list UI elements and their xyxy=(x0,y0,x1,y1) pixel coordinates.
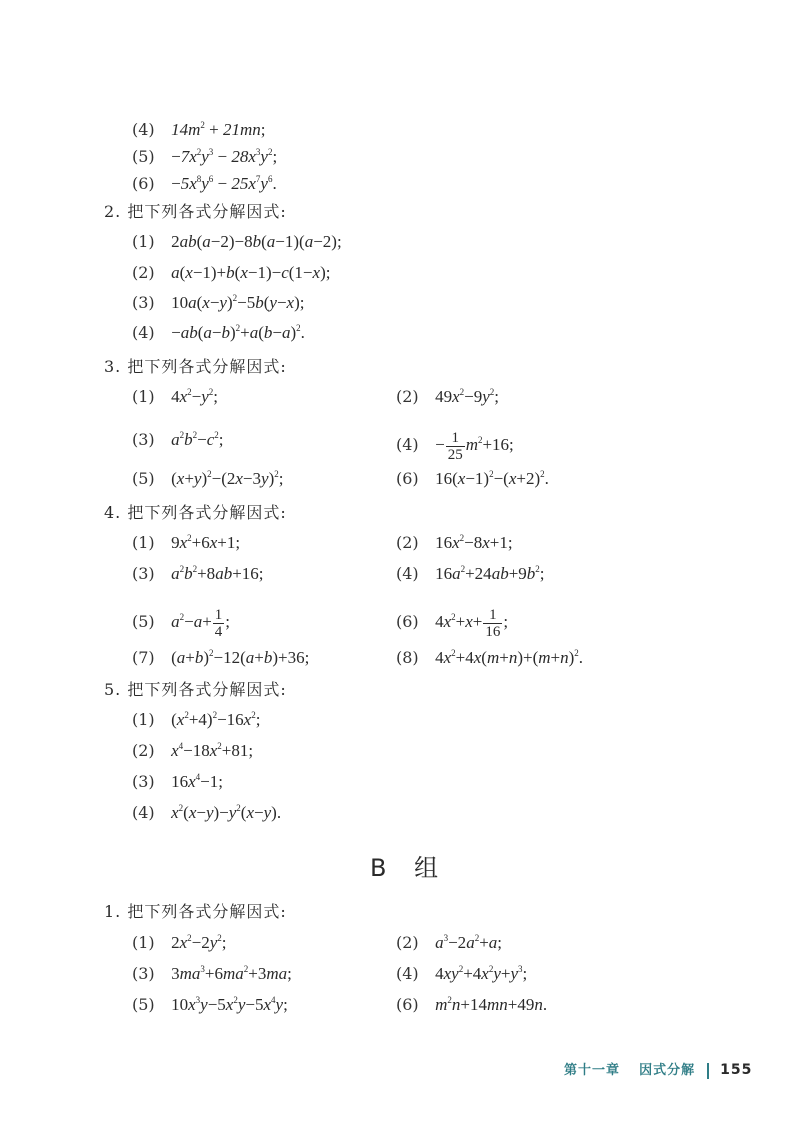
item-label: (1) xyxy=(132,387,155,406)
b1-item-5 xyxy=(132,995,288,1015)
item-label: (4) xyxy=(132,120,155,139)
q2-item-1 xyxy=(132,232,342,252)
q4-item-7 xyxy=(132,648,309,668)
item-expr: $16a^2+24ab+9b^2$; xyxy=(435,564,545,583)
item-label: (3) xyxy=(132,964,155,983)
q3-item-5 xyxy=(132,469,283,489)
question-number: 3. xyxy=(104,357,122,376)
item-label: (4) xyxy=(396,964,419,983)
prev-item-6 xyxy=(132,174,277,194)
footer-divider xyxy=(707,1063,709,1079)
question-3 xyxy=(104,357,287,377)
item-expr: $10a(x-y)^2-5b(y-x)$; xyxy=(171,293,305,312)
q2-item-2 xyxy=(132,263,330,283)
item-expr: $16x^2-8x+1$; xyxy=(435,533,513,552)
question-number: 5. xyxy=(104,680,122,699)
item-label: (6) xyxy=(396,612,419,632)
question-prompt: 把下列各式分解因式: xyxy=(127,357,287,376)
item-expr: $49x^2-9y^2$; xyxy=(435,387,500,406)
fraction: $\frac{1}{4}$ xyxy=(214,607,223,640)
item-expr: $4x^2-y^2$; xyxy=(171,387,219,406)
q2-item-3 xyxy=(132,293,304,313)
chapter-label: 第十一章 xyxy=(564,1063,621,1078)
question-prompt: 把下列各式分解因式: xyxy=(127,680,287,699)
page-footer xyxy=(564,1059,752,1079)
q4-item-8 xyxy=(396,648,583,668)
q2-item-4 xyxy=(132,323,305,343)
item-label: (5) xyxy=(132,469,155,488)
item-expr: $16(x-1)^2-(x+2)^2$. xyxy=(435,469,549,488)
question-4 xyxy=(104,503,287,523)
item-expr: $x^2(x-y)-y^2(x-y)$. xyxy=(171,803,282,822)
q5-item-2 xyxy=(132,741,253,761)
question-prompt: 把下列各式分解因式: xyxy=(127,202,287,221)
q3-item-4 xyxy=(396,430,514,463)
b1-item-4 xyxy=(396,964,527,984)
section-b-title: B 组 xyxy=(370,854,449,882)
item-expr: $14m^2 + 21mn$; xyxy=(171,120,266,139)
item-expr: $a^2b^2+8ab+16$; xyxy=(171,564,264,583)
item-label: (2) xyxy=(396,533,419,552)
item-expr: $-ab(a-b)^2+a(b-a)^2$. xyxy=(171,323,305,342)
q5-item-1 xyxy=(132,710,260,730)
prev-item-5 xyxy=(132,147,277,167)
item-expr: a(x−1)+b(x−1)−c(1−x); xyxy=(171,263,331,282)
item-expr: $x^4-18x^2+81$; xyxy=(171,741,254,760)
q4-item-5 xyxy=(132,607,230,640)
question-number: 4. xyxy=(104,503,122,522)
q3-item-3 xyxy=(132,430,223,450)
item-label: (7) xyxy=(132,648,155,667)
prev-item-4 xyxy=(132,120,265,140)
item-expr: $10x^3y-5x^2y-5x^4y$; xyxy=(171,995,288,1014)
fraction: $\frac{1}{16}$ xyxy=(485,607,501,640)
b1-item-2 xyxy=(396,933,502,953)
item-label: (4) xyxy=(132,803,155,822)
q4-item-1 xyxy=(132,533,240,553)
question-number: 1. xyxy=(104,902,122,921)
question-5 xyxy=(104,680,287,700)
item-label: (4) xyxy=(132,323,155,342)
item-expr: $3ma^3+6ma^2+3ma$; xyxy=(171,964,292,983)
item-label: (5) xyxy=(132,995,155,1014)
item-label: (5) xyxy=(132,612,155,632)
item-expr: $9x^2+6x+1$; xyxy=(171,533,241,552)
q5-item-4 xyxy=(132,803,281,823)
b1-item-3 xyxy=(132,964,292,984)
item-expr: $4x^2+x+$ $\frac{1}{16}$ ; xyxy=(435,607,509,640)
question-number: 2. xyxy=(104,202,122,221)
question-prompt: 把下列各式分解因式: xyxy=(127,902,287,921)
item-label: (6) xyxy=(132,174,155,193)
q4-item-2 xyxy=(396,533,513,553)
item-expr: $a^2-a+$ $\frac{1}{4}$ ; xyxy=(171,607,231,640)
q4-item-3 xyxy=(132,564,264,584)
item-expr: $-5x^8y^6 - 25x^7y^6$. xyxy=(171,174,277,193)
item-label: (1) xyxy=(132,933,155,952)
item-expr: $(x^2+4)^2-16x^2$; xyxy=(171,710,261,729)
item-label: (4) xyxy=(396,435,419,455)
q3-item-6 xyxy=(396,469,549,489)
item-expr: $(a+b)^2-12(a+b)+36$; xyxy=(171,648,310,667)
item-label: (3) xyxy=(132,430,155,449)
item-label: (4) xyxy=(396,564,419,583)
item-label: (2) xyxy=(396,387,419,406)
item-expr: $(x+y)^2-(2x-3y)^2$; xyxy=(171,469,284,488)
item-label: (1) xyxy=(132,232,155,251)
q4-item-6 xyxy=(396,607,508,640)
question-prompt: 把下列各式分解因式: xyxy=(127,503,287,522)
item-label: (6) xyxy=(396,469,419,488)
item-expr: − $\frac{1}{25}$ $m^2+16$; xyxy=(435,430,514,463)
b1-item-1 xyxy=(132,933,227,953)
item-expr: $2x^2-2y^2$; xyxy=(171,933,227,952)
item-expr: $-7x^2y^3 - 28x^3y^2$; xyxy=(171,147,278,166)
item-label: (1) xyxy=(132,710,155,729)
item-label: (2) xyxy=(132,263,155,282)
b-question-1 xyxy=(104,902,287,922)
item-label: (2) xyxy=(396,933,419,952)
item-expr: $a^3-2a^2+a$; xyxy=(435,933,503,952)
q3-item-1 xyxy=(132,387,218,407)
item-label: (3) xyxy=(132,293,155,312)
page-number: 155 xyxy=(720,1062,753,1078)
item-label: (6) xyxy=(396,995,419,1014)
item-expr: $4xy^2+4x^2y+y^3$; xyxy=(435,964,528,983)
q3-item-2 xyxy=(396,387,499,407)
item-label: (3) xyxy=(132,564,155,583)
item-label: (3) xyxy=(132,772,155,791)
chapter-topic: 因式分解 xyxy=(639,1063,696,1078)
fraction: $\frac{1}{25}$ xyxy=(447,430,463,463)
item-label: (1) xyxy=(132,533,155,552)
item-label: (5) xyxy=(132,147,155,166)
b1-item-6 xyxy=(396,995,547,1015)
q5-item-3 xyxy=(132,772,223,792)
q4-item-4 xyxy=(396,564,545,584)
item-label: (2) xyxy=(132,741,155,760)
item-expr: $m^2n+14mn+49n$. xyxy=(435,995,548,1014)
question-2 xyxy=(104,202,287,222)
item-expr: $16x^4-1$; xyxy=(171,772,223,791)
item-expr: $4x^2+4x(m+n)+(m+n)^2$. xyxy=(435,648,584,667)
item-expr: $a^2b^2-c^2$; xyxy=(171,430,224,449)
item-label: (8) xyxy=(396,648,419,667)
item-expr: 2ab(a−2)−8b(a−1)(a−2); xyxy=(171,232,342,251)
